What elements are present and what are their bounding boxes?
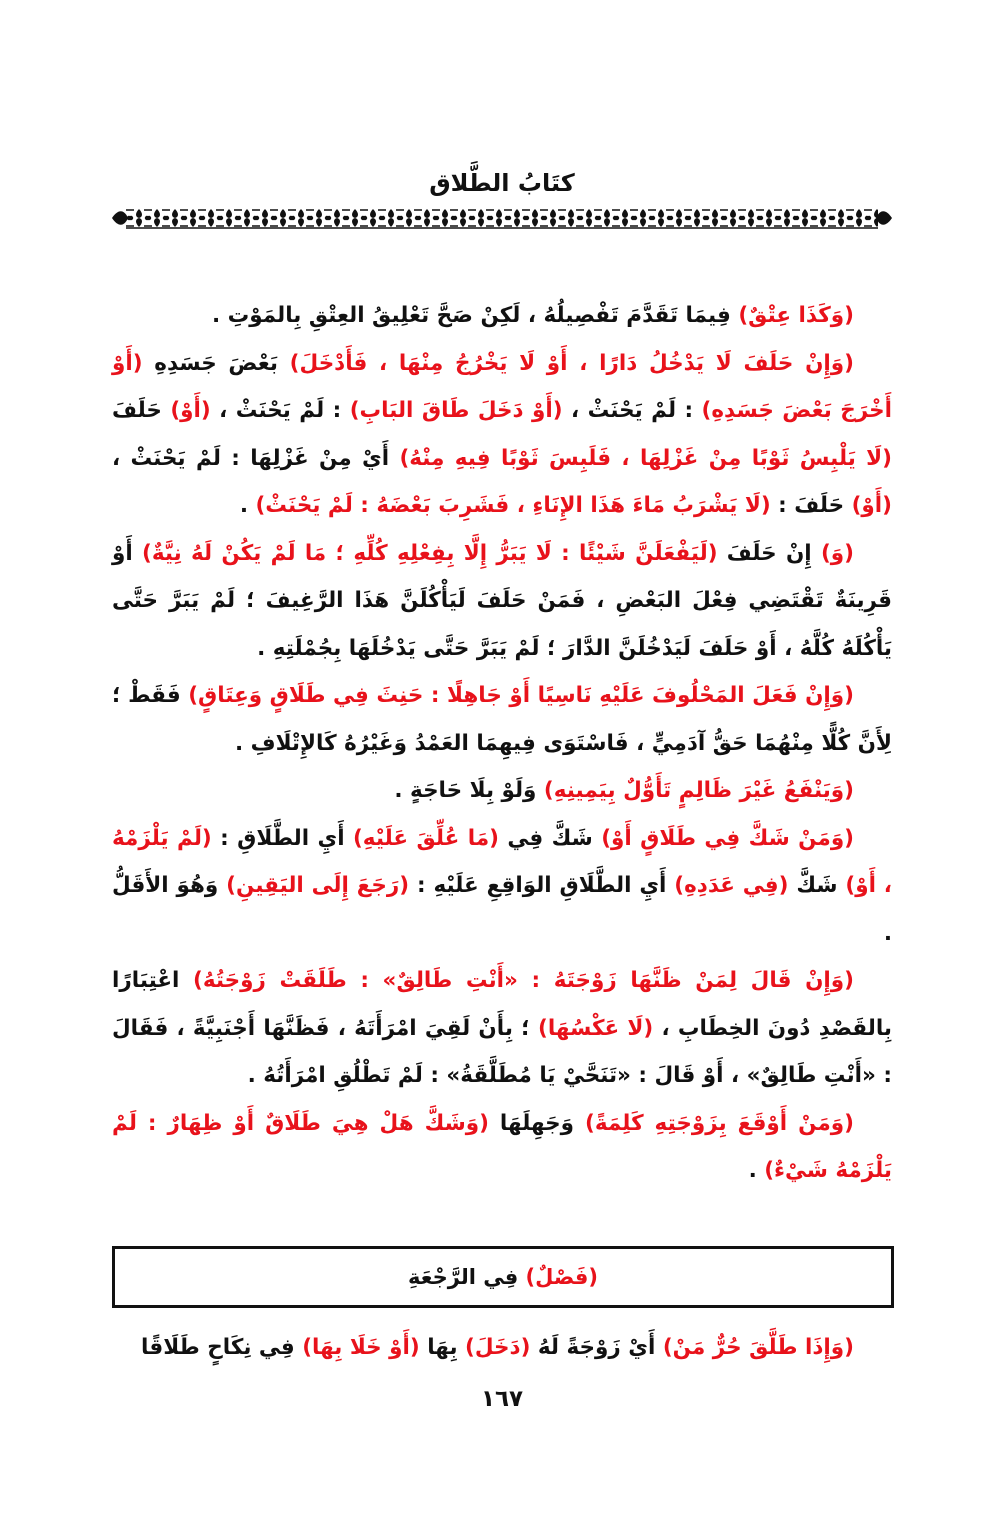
ornament-border-icon: [112, 207, 892, 229]
sharh-text: أَيِ الطَّلَاقِ الوَاقِعِ عَلَيْهِ :: [409, 873, 675, 898]
sharh-text: أَيِ الطَّلَاقِ :: [211, 825, 353, 851]
matn-text: (وَكَذَا عِتْقٌ): [738, 303, 854, 328]
matn-text: (لَا يَلْبِسُ ثَوْبًا مِنْ غَزْلِهَا ، فَلَبِسَ ثَوْبًا فِيهِ مِنْهُ): [399, 445, 892, 471]
sharh-text: شَكَّ فِي: [498, 825, 602, 851]
matn-text: (لَمْ يَلْزَمْهُ ، أَوْ): [112, 825, 892, 898]
sharh-text: : لَمْ يَحْنَثْ ،: [210, 398, 350, 423]
matn-text: (أَوْ أَخْرَجَ بَعْضَ جَسَدِهِ): [112, 350, 892, 423]
section-heading-box: [112, 1246, 894, 1308]
sharh-text: حَلَفَ :: [770, 493, 852, 518]
matn-text: (وَإِنْ حَلَفَ لَا يَدْخُلُ دَارًا ، أَوْ لَا يَخْرُجُ مِنْهَا ، فَأَدْخَلَ): [289, 350, 854, 376]
matn-text: (مَا عُلِّقَ عَلَيْهِ): [352, 825, 499, 851]
sharh-text: إِنْ حَلَفَ: [717, 540, 821, 566]
sharh-text: .: [748, 1158, 765, 1183]
sharh-text: وَجَهِلَهَا: [488, 1110, 586, 1136]
matn-text: (وَمَنْ شَكَّ فِي طَلَاقٍ أَوْ): [601, 825, 855, 851]
book-title: كتَابُ الطَّلاق: [429, 169, 575, 197]
matn-text: (وَإِنْ قَالَ لِمَنْ ظَنَّهَا زَوْجَتَهُ : «أَنْتِ طَالِقٌ» : طَلَقَتْ زَوْجَتُهُ): [193, 968, 854, 993]
paragraph: [112, 340, 892, 530]
matn-text: (وَمَنْ أَوْقَعَ بِزَوْجَتِهِ كَلِمَةً): [585, 1110, 854, 1136]
sharh-text: أَيْ مِنْ غَزْلِهَا : لَمْ يَحْنَثْ ،: [112, 445, 400, 471]
section-heading-title: فِي الرَّجْعَةِ: [408, 1265, 526, 1289]
matn-text: (رَجَعَ إِلَى اليَقِينِ): [226, 873, 410, 898]
matn-text: (لَيَفْعَلَنَّ شَيْئًا : لَا يَبَرُّ إِلَّا بِفِعْلِهِ كُلِّهِ ؛ مَا لَمْ يَكُنْ لَهُ نِيَّةٌ): [142, 540, 718, 566]
sharh-text: فِي نِكَاحٍ طَلَاقًا: [141, 1335, 303, 1360]
sharh-text: بِهَا: [419, 1335, 466, 1360]
sharh-text: اعْتِبَارًا بِالقَصْدِ دُونَ الخِطَابِ ،: [112, 968, 893, 1041]
sharh-text: ؛ بِأَنْ لَقِيَ امْرَأَتَهُ ، فَظَنَّهَا أَجْنَبِيَّةً ، فَقَالَ : «أَنْتِ طَالِقٌ» ، أَوْ قَالَ : «تَنَحَّيْ يَا مُطَلَّقَةُ» : لَمْ تَطْلُقِ امْرَأَتُهُ .: [112, 1015, 892, 1088]
paragraph: [112, 530, 892, 673]
sharh-text: أَيْ زَوْجَةً لَهُ: [530, 1335, 663, 1360]
paragraph: [112, 957, 892, 1100]
sharh-text: وَهُوَ الأَقَلُّ .: [112, 873, 892, 946]
paragraph: [112, 815, 892, 958]
paragraph: [112, 767, 892, 815]
matn-text: (وَشَكَّ هَلْ هِيَ طَلَاقٌ أَوْ ظِهَارٌ : لَمْ يَلْزَمْهُ شَيْءٌ): [112, 1110, 892, 1183]
matn-text: (أَوْ): [851, 493, 892, 518]
section-heading-label: (فَصْلٌ): [525, 1265, 598, 1289]
page-number: ١٦٧: [480, 1386, 524, 1412]
sharh-text: حَلَفَ: [112, 398, 171, 423]
matn-text: (أَوْ): [170, 398, 211, 423]
page-header: [112, 168, 892, 229]
paragraph: [112, 1100, 892, 1195]
main-text: [112, 292, 892, 1195]
sharh-text: : لَمْ يَحْنَثْ ،: [562, 398, 702, 423]
matn-text: (لَا يَشْرَبُ مَاءَ هَذَا الإِنَاءِ ، فَشَرِبَ بَعْضَهُ : لَمْ يَحْنَثْ): [255, 493, 771, 518]
matn-text: (دَخَلَ): [465, 1335, 531, 1360]
paragraph: [112, 292, 892, 340]
matn-text: (وَإِذَا طَلَّقَ حُرٌّ مَنْ): [662, 1335, 854, 1360]
sharh-text: فَقَطْ ؛ لِأَنَّ كُلًّا مِنْهُمَا حَقُّ آدَمِيٍّ ، فَاسْتَوَى فِيهِمَا العَمْدُ وَغَيْرُهُ كَالإِتْلَافِ .: [112, 683, 892, 756]
sharh-text: وَلَوْ بِلَا حَاجَةٍ .: [394, 778, 544, 803]
paragraph: [112, 672, 892, 767]
matn-text: (وَيَنْفَعُ غَيْرَ ظَالِمٍ تَأَوُّلٌ بِيَمِينِهِ): [543, 778, 854, 803]
sharh-text: أَوْ قَرِينَةٌ تَقْتَضِي فِعْلَ البَعْضِ ، فَمَنْ حَلَفَ لَيَأْكُلَنَّ هَذَا الرَّغِيفَ ؛ لَمْ يَبَرَّ حَتَّى يَأْكُلَهُ كُلَّهُ ، أَوْ حَلَفَ لَيَدْخُلَنَّ الدَّارَ ؛ لَمْ يَبَرَّ حَتَّى يَدْخُلَهَا بِجُمْلَتِهِ .: [112, 540, 892, 661]
sharh-text: .: [239, 493, 256, 518]
matn-text: (أَوْ خَلَا بِهَا): [302, 1335, 420, 1360]
sharh-text: بَعْضَ جَسَدِهِ: [142, 350, 290, 376]
matn-text: (لَا عَكْسُهَا): [538, 1015, 654, 1041]
continuation-line: [112, 1324, 892, 1372]
sharh-text: فِيمَا تَقَدَّمَ تَفْصِيلُهُ ، لَكِنْ صَحَّ تَعْلِيقُ العِتْقِ بِالمَوْتِ .: [211, 303, 739, 328]
matn-text: (فِي عَدَدِهِ): [674, 873, 789, 898]
matn-text: (وَإِنْ فَعَلَ المَحْلُوفَ عَلَيْهِ نَاسِيًا أَوْ جَاهِلًا : حَنِثَ فِي طَلَاقٍ وَعِتَاقٍ): [188, 683, 854, 708]
matn-text: (وَ): [820, 540, 854, 566]
sharh-text: شَكَّ: [788, 873, 846, 898]
matn-text: (أَوْ دَخَلَ طَاقَ البَابِ): [349, 398, 563, 423]
